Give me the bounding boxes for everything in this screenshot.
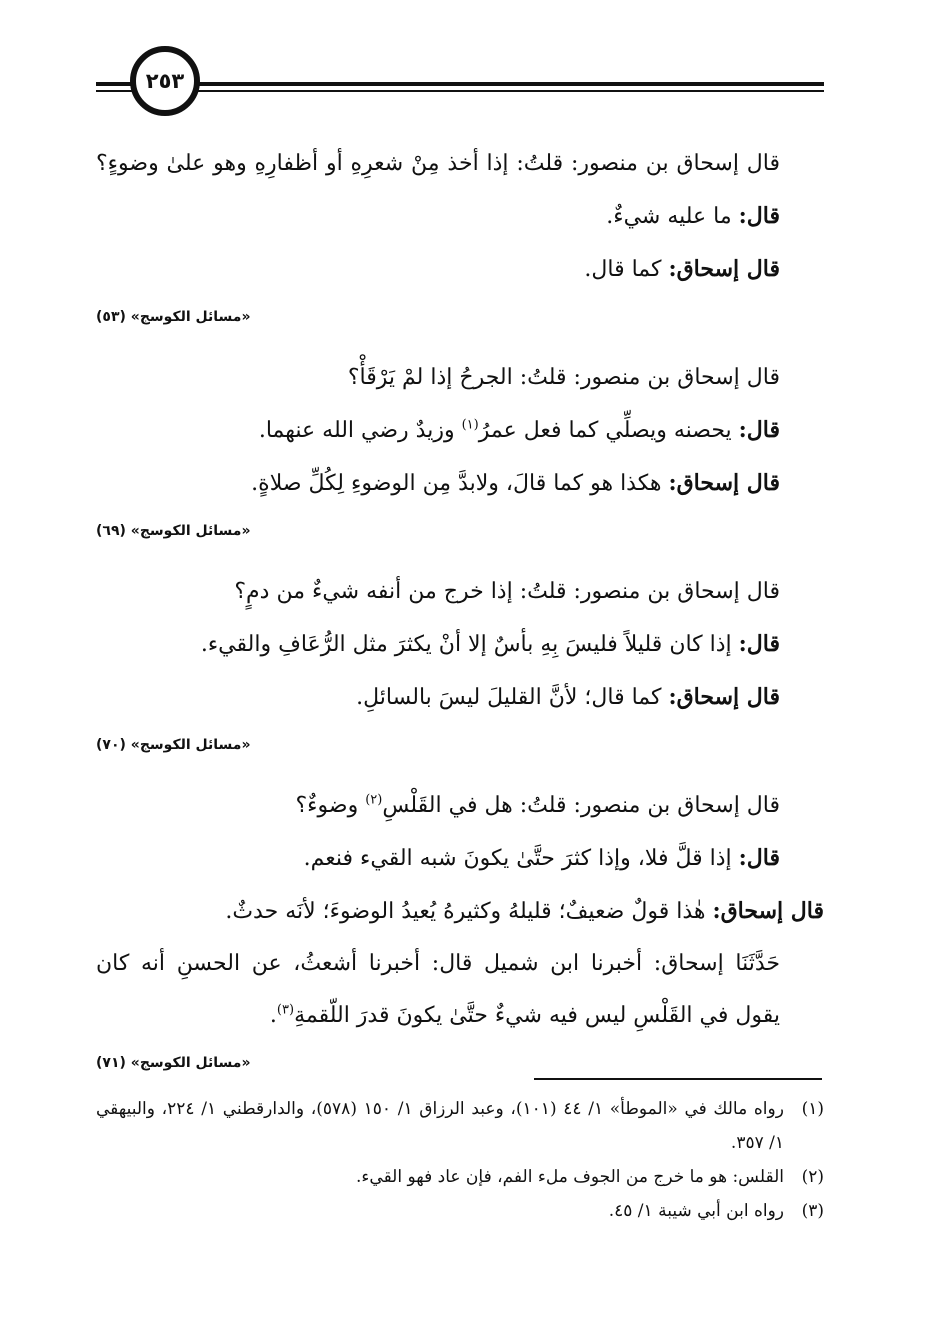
answer-text: إذا قلَّ فلا، وإذا كثرَ حتَّىٰ يكونَ شبه القيء فنعم. [303, 846, 732, 871]
source-citation [96, 1050, 824, 1076]
footnote-text: رواه ابن أبي شيبة ١/ ٤٥. [608, 1201, 784, 1221]
source-citation [96, 732, 824, 758]
footnote-number: (٣) [801, 1201, 824, 1221]
ishaq-paragraph [96, 671, 824, 724]
ishaq-label: قال إسحاق: [668, 470, 780, 496]
source-text: «مسائل الكوسج» (٥٣) [96, 309, 251, 325]
footnote-text: رواه مالك في «الموطأ» ١/ ٤٤ (١٠١)، وعبد الرزاق ١/ ١٥٠ (٥٧٨)، والدارقطني ١/ ٢٢٤، والبيهقي ١/ ٣٥٧. [96, 1099, 784, 1153]
question-text: قال إسحاق بن منصور: قلتُ: الجرحُ إذا لمْ يَرْقَأْ؟ [347, 365, 780, 390]
answer-label: قال: [738, 417, 780, 443]
footnote-item [96, 1160, 824, 1194]
footnote-ref[interactable]: (٣) [276, 1002, 295, 1018]
ishaq-text: هٰذا قولٌ ضعيفٌ؛ قليلهُ وكثيرهُ يُعيدُ الوضوءَ؛ لأنَه حدثٌ. [225, 899, 706, 924]
footnote-ref[interactable]: (١) [461, 417, 479, 433]
header-rule-thick [96, 82, 824, 86]
ishaq-text: هكذا هو كما قالَ، ولابدَّ مِن الوضوءِ لِكُلِّ صلاةٍ. [251, 471, 662, 496]
main-text [96, 138, 824, 1098]
question-paragraph [96, 138, 824, 243]
answer-paragraph [96, 618, 824, 671]
footnote-ref[interactable]: (٢) [365, 792, 383, 808]
answer-paragraph [96, 404, 824, 457]
footnote-separator [534, 1078, 822, 1080]
answer-label: قال: [738, 631, 780, 657]
ishaq-text: كما قال؛ لأنَّ القليلَ ليسَ بالسائلِ. [356, 685, 662, 710]
ishaq-label: قال إسحاق: [668, 256, 780, 282]
ishaq-label: قال إسحاق: [668, 684, 780, 710]
answer-text-tail: وزيدٌ رضي الله عنهما. [258, 418, 455, 443]
question-text: قال إسحاق بن منصور: قلتُ: إذا أخذ مِنْ شعرِهِ أو أظفارِهِ وهو علىٰ وضوءٍ؟ [96, 151, 780, 176]
question-text: قال إسحاق بن منصور: قلتُ: هل في القَلْسِ [382, 793, 780, 818]
source-text: «مسائل الكوسج» (٧١) [96, 1055, 251, 1071]
page-number: ٢٥٣ [130, 46, 200, 116]
answer-text: يحصنه ويصلِّي كما فعل عمرُ [478, 418, 732, 443]
ishaq-paragraph [96, 885, 824, 938]
question-paragraph [96, 352, 824, 404]
ishaq-label: قال إسحاق: [712, 898, 824, 924]
source-text: «مسائل الكوسج» (٧٠) [96, 737, 251, 753]
question-paragraph [96, 566, 824, 618]
footnote-text: القلس: هو ما خرج من الجوف ملء الفم، فإن عاد فهو القيء. [356, 1167, 784, 1187]
header-rule-thin [96, 90, 824, 92]
question-paragraph [96, 780, 824, 832]
ishaq-paragraph [96, 243, 824, 296]
footnote-number: (١) [801, 1099, 824, 1119]
question-text: قال إسحاق بن منصور: قلتُ: إذا خرج من أنفه شيءٌ من دمٍ؟ [234, 579, 780, 604]
footnote-item [96, 1194, 824, 1228]
ishaq-text: كما قال. [584, 257, 662, 282]
answer-text: إذا كان قليلاً فليسَ بِهِ بأسٌ إلا أنْ يكثرَ مثل الرُّعَافِ والقيء. [200, 632, 732, 657]
narration-end: . [269, 1003, 277, 1028]
answer-paragraph [96, 832, 824, 885]
narration-paragraph [96, 938, 824, 1042]
footnote-item [96, 1092, 824, 1160]
page-header [96, 44, 824, 134]
footnote-number: (٢) [801, 1167, 824, 1187]
source-text: «مسائل الكوسج» (٦٩) [96, 523, 251, 539]
answer-label: قال: [738, 845, 780, 871]
question-text-tail: وضوءٌ؟ [295, 793, 359, 818]
source-citation [96, 304, 824, 330]
narration-text: حَدَّثَنَا إسحاق: أخبرنا ابن شميل قال: أخبرنا أشعثُ، عن الحسنِ أنه كان يقول في القَلْسِ ليس فيه شيءٌ حتَّىٰ يكونَ قدرَ اللّقمةِ [96, 951, 780, 1028]
answer-text: ما عليه شيءٌ. [606, 204, 732, 229]
answer-label: قال: [738, 203, 780, 229]
footnotes [96, 1092, 824, 1228]
source-citation [96, 518, 824, 544]
ishaq-paragraph [96, 457, 824, 510]
